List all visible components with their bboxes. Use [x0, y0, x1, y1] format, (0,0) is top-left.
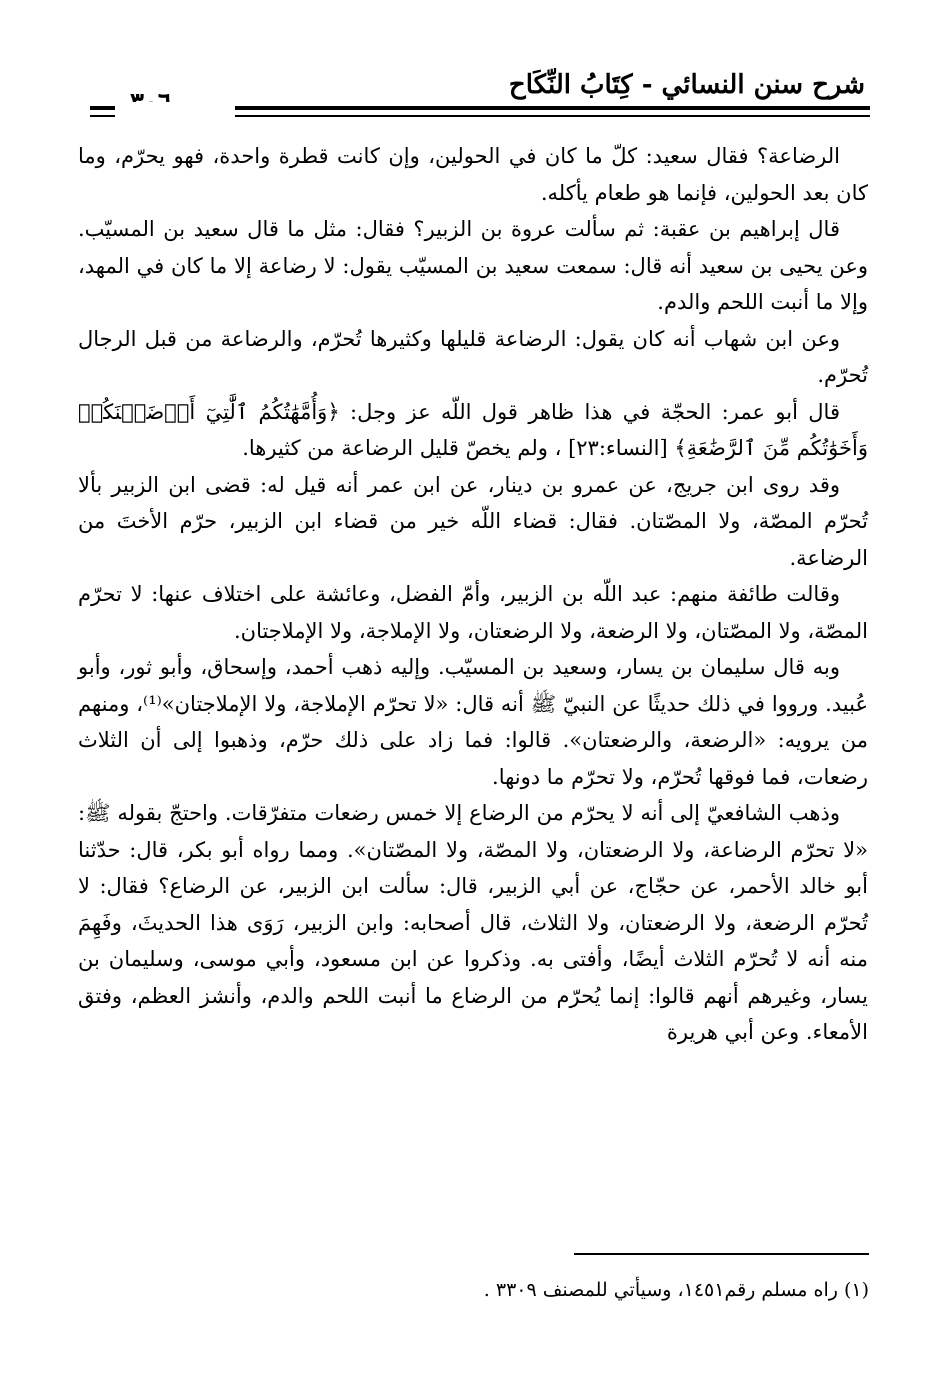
paragraph: وقد روى ابن جريج، عن عمرو بن دينار، عن ابن عمر أنه قيل له: قضى ابن الزبير بألا تُحرّم المصّة، ولا المصّتان. فقال: قضاء اللّه خير من قضاء ابن الزبير، حرّم الأختَ من الرضاعة.	[78, 472, 868, 570]
paragraph: وعن ابن شهاب أنه كان يقول: الرضاعة قليلها وكثيرها تُحرّم، والرضاعة من قبل الرجال تُحرّم.	[78, 326, 868, 387]
paragraph: وقالت طائفة منهم: عبد اللّه بن الزبير، وأمّ الفضل، وعائشة على اختلاف عنها: لا تحرّم المصّة، ولا المصّتان، ولا الرضعة، ولا الرضعتان، ولا الإملاجة، ولا الإملاجتان.	[78, 582, 868, 643]
paragraph: وذهب الشافعيّ إلى أنه لا يحرّم من الرضاع إلا خمس رضعات متفرّقات. واحتجّ بقوله ﷺ: «لا تحرّم الرضاعة، ولا الرضعتان، ولا المصّة، ولا المصّتان». ومما رواه أبو بكر، قال: حدّثنا أبو خالد الأحمر، عن حجّاج، عن أبي الزبير، قال: سألت ابن الزبير، عن الرضاع؟ فقال: لا تُحرّم الرضعة، ولا الرضعتان، ولا الثلاث، قال أصحابه: وابن الزبير، رَوَى هذا الحديثَ، وفَهِمَ منه أنه لا تُحرّم الثلاث أيضًا، وأفتى به. وذكروا عن ابن مسعود، وأبي موسى، وسليمان بن يسار، وغيرهم أنهم قالوا: إنما يُحرّم من الرضاع ما أنبت اللحم والدم، وأنشز العظم، وفتق الأمعاء. وعن أبي هريرة	[78, 801, 868, 1044]
paragraph: قال إبراهيم بن عقبة: ثم سألت عروة بن الزبير؟ فقال: مثل ما قال سعيد بن المسيّب. وعن يحيى بن سعيد أنه قال: سمعت سعيد بن المسيّب يقول: لا رضاعة إلا ما كان في المهد، وإلا ما أنبت اللحم والدم.	[78, 217, 868, 314]
footnote: (١) راه مسلم رقم١٤٥١، وسيأتي للمصنف ٣٣٠٩ .	[483, 1279, 869, 1301]
paragraph: وبه قال سليمان بن يسار، وسعيد بن المسيّب. وإليه ذهب أحمد، وإسحاق، وأبو ثور، وأبو عُبيد. ورووا في ذلك حديثًا عن النبيّ ﷺ أنه قال: «لا تحرّم الإملاجة، ولا الإملاجتان»⁽¹⁾، ومنهم من يرويه: «الرضعة، والرضعتان». قالوا: فما زاد على ذلك حرّم، وذهبوا إلى أن الثلاث رضعات، فما فوقها تُحرّم، ولا تحرّم ما دونها.	[78, 655, 869, 789]
paragraph: قال أبو عمر: الحجّة في هذا ظاهر قول اللّه عز وجل: ﴿وَأُمَّهَٰتُكُمُ ٱلَّٰتِيٓ أَرۡضَعۡنَكُمۡ وَأَخَوَٰتُكُم مِّنَ ٱلرَّضَٰعَةِ﴾ [النساء:٢٣] ، ولم يخصّ قليل الرضاعة من كثيرها.	[78, 399, 868, 460]
main-text	[78, 138, 868, 1051]
page-header	[90, 58, 870, 128]
footnote-separator	[574, 1253, 869, 1255]
running-title: شرح سنن النسائي - كِتَابُ النِّكَاح	[508, 70, 865, 100]
header-rule-gap	[115, 102, 235, 122]
paragraph: الرضاعة؟ فقال سعيد: كلّ ما كان في الحولين، وإن كانت قطرة واحدة، فهو يحرّم، وما كان بعد الحولين، فإنما هو طعام يأكله.	[78, 144, 868, 205]
